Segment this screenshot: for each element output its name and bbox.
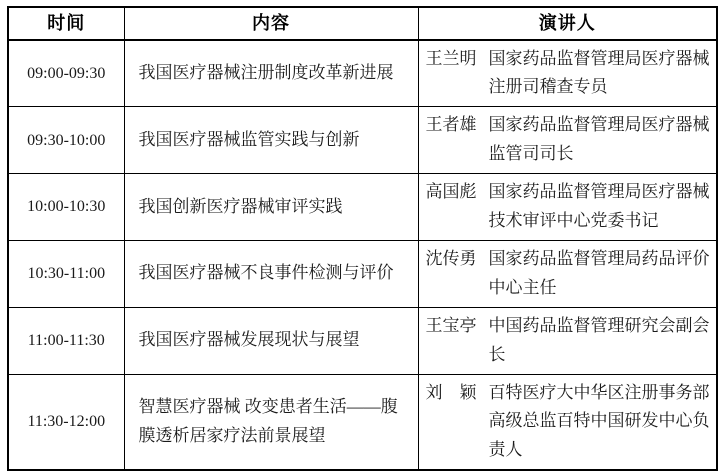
session-time: 10:30-11:00 [8, 240, 124, 307]
schedule-table-container [7, 6, 718, 471]
session-speaker [418, 374, 717, 470]
session-topic: 我国医疗器械监管实践与创新 [124, 107, 418, 174]
session-speaker [418, 240, 717, 307]
session-time: 11:00-11:30 [8, 307, 124, 374]
schedule-row [8, 307, 717, 374]
column-header-speaker: 演讲人 [418, 7, 717, 40]
session-speaker [418, 40, 717, 107]
session-speaker [418, 307, 717, 374]
table-header-row [8, 7, 717, 40]
speaker-affiliation: 国家药品监督管理局医疗器械注册司稽查专员 [488, 48, 710, 97]
session-topic: 我国创新医疗器械审评实践 [124, 174, 418, 241]
speaker-affiliation: 国家药品监督管理局医疗器械监管司司长 [488, 115, 710, 164]
session-speaker [418, 107, 717, 174]
speaker-name: 王宝亭 [425, 315, 477, 335]
session-topic: 我国医疗器械发展现状与展望 [124, 307, 418, 374]
conference-schedule-table [7, 6, 718, 471]
speaker-affiliation: 百特医疗大中华区注册事务部高级总监百特中国研发中心负责人 [488, 382, 710, 460]
speaker-name: 王兰明 [425, 48, 477, 68]
session-time: 09:00-09:30 [8, 40, 124, 107]
schedule-row [8, 374, 717, 470]
speaker-affiliation: 国家药品监督管理局医疗器械技术审评中心党委书记 [488, 182, 710, 231]
speaker-name: 刘 颖 [425, 382, 477, 402]
session-speaker [418, 174, 717, 241]
column-header-content: 内容 [124, 7, 418, 40]
session-topic: 我国医疗器械注册制度改革新进展 [124, 40, 418, 107]
speaker-name: 沈传勇 [425, 248, 477, 268]
speaker-affiliation: 中国药品监督管理研究会副会长 [488, 315, 710, 364]
speaker-affiliation: 国家药品监督管理局药品评价中心主任 [488, 248, 710, 297]
schedule-row [8, 240, 717, 307]
speaker-name: 王者雄 [425, 115, 477, 135]
session-time: 11:30-12:00 [8, 374, 124, 470]
session-time: 09:30-10:00 [8, 107, 124, 174]
schedule-row [8, 107, 717, 174]
column-header-time: 时间 [8, 7, 124, 40]
session-topic: 我国医疗器械不良事件检测与评价 [124, 240, 418, 307]
session-topic: 智慧医疗器械 改变患者生活——腹膜透析居家疗法前景展望 [124, 374, 418, 470]
schedule-row [8, 174, 717, 241]
speaker-name: 高国彪 [425, 182, 477, 202]
schedule-row [8, 40, 717, 107]
session-time: 10:00-10:30 [8, 174, 124, 241]
